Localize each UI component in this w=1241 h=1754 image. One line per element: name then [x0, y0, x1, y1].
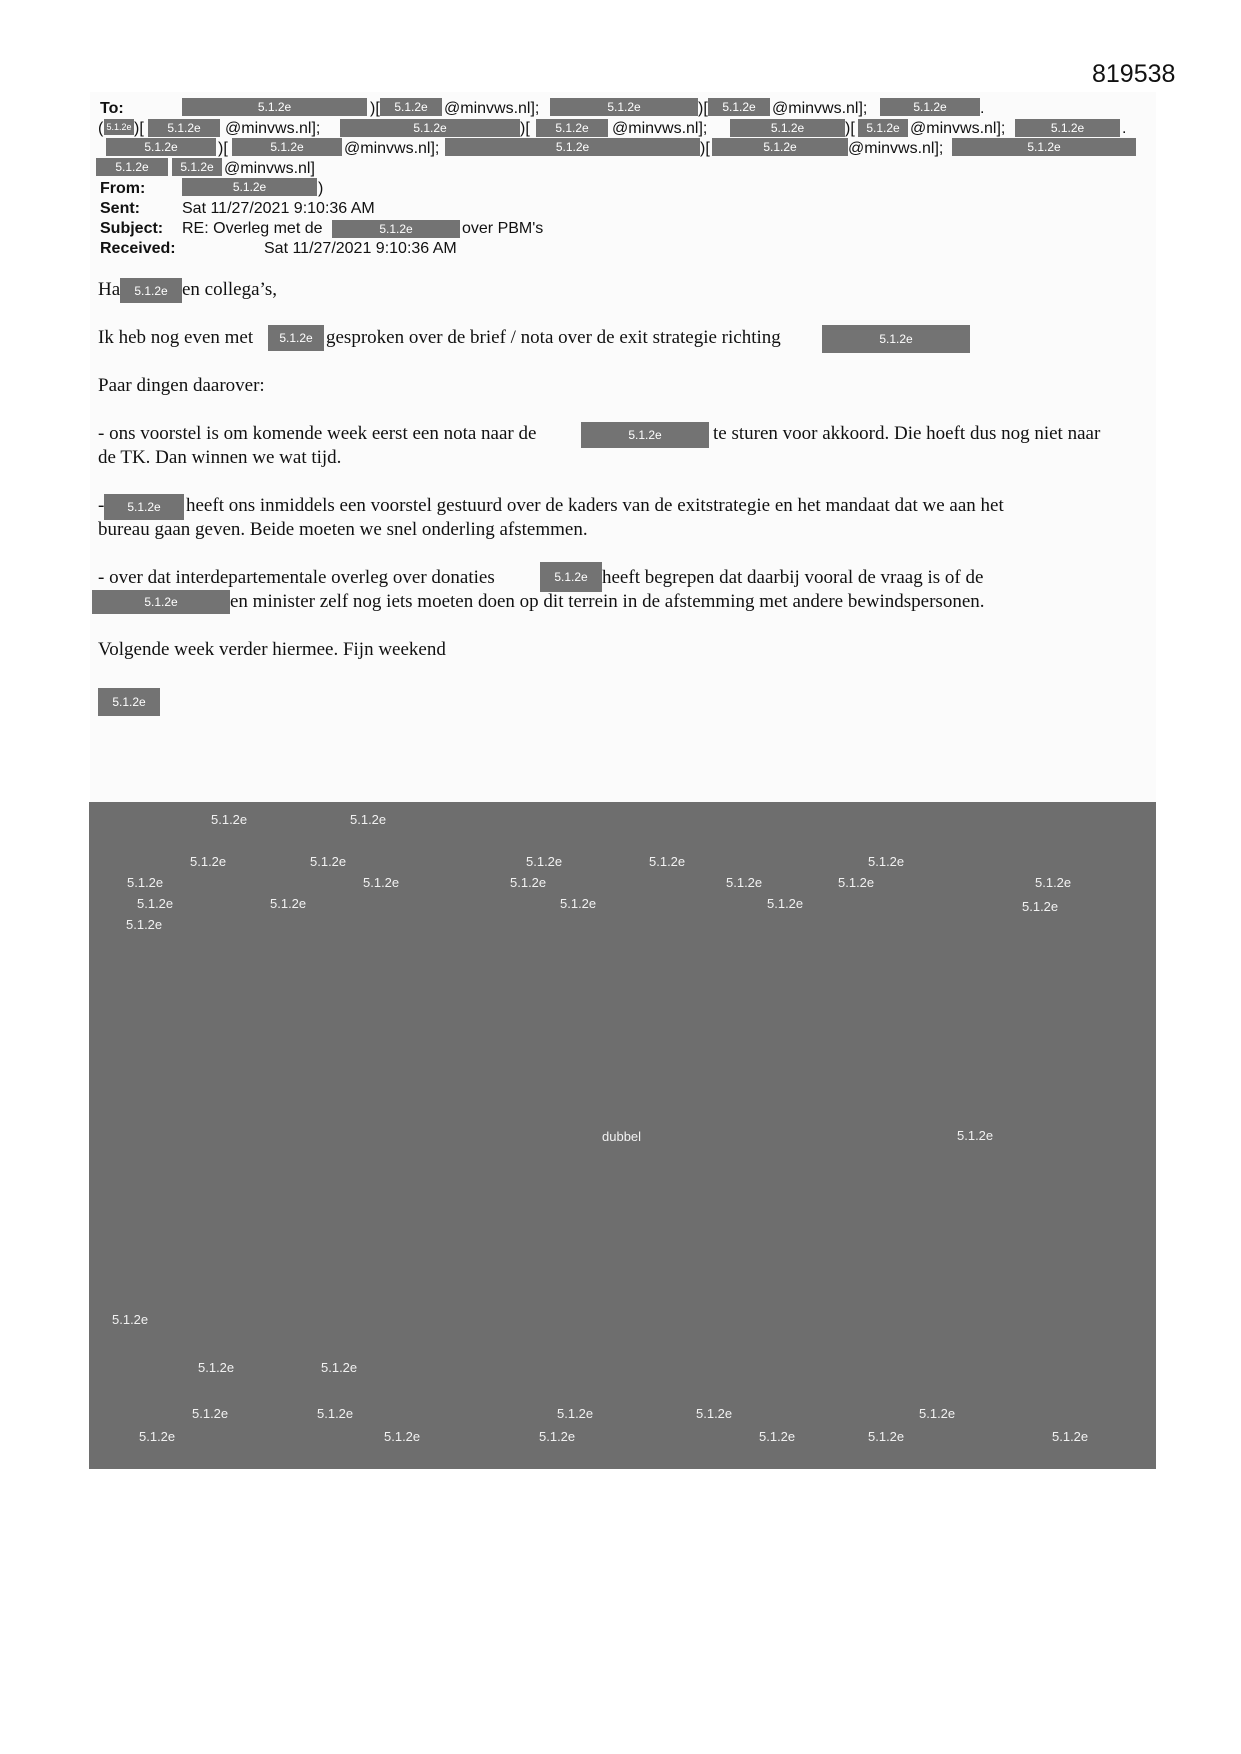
redaction: 5.1.2e	[880, 98, 980, 116]
redaction: 5.1.2e	[708, 98, 770, 116]
redaction: 5.1.2e	[822, 325, 970, 353]
redaction: 5.1.2e	[380, 98, 442, 116]
subject-prefix: RE: Overleg met de	[182, 220, 323, 237]
redaction: 5.1.2e	[581, 422, 709, 448]
redaction-label: 5.1.2e	[190, 854, 227, 869]
redaction-label: 5.1.2e	[767, 896, 804, 911]
subject-label: Subject:	[100, 220, 164, 237]
received-label: Received:	[100, 240, 176, 257]
closing-line: Volgende week verder hiermee. Fijn weekend	[98, 639, 446, 660]
redaction-label: 5.1.2e	[112, 1312, 149, 1327]
paragraph-2: Paar dingen daarover:	[98, 375, 265, 396]
redaction-label: 5.1.2e	[310, 854, 347, 869]
redaction: 5.1.2e	[540, 562, 602, 592]
redaction: 5.1.2e	[550, 98, 698, 116]
redaction-label: 5.1.2e	[539, 1429, 576, 1444]
redaction-center-label: dubbel	[602, 1129, 642, 1144]
redaction-label: 5.1.2e	[198, 1360, 235, 1375]
redaction-label: 5.1.2e	[317, 1406, 354, 1421]
redaction-label: 5.1.2e	[384, 1429, 421, 1444]
p5-suffix: heeft begrepen dat daarbij vooral de vraag is of de	[602, 567, 984, 588]
email-domain: @minvws.nl];	[848, 140, 944, 157]
received-value: Sat 11/27/2021 9:10:36 AM	[264, 240, 457, 257]
redaction: 5.1.2e	[148, 119, 220, 137]
p1-prefix: Ik heb nog even met	[98, 327, 254, 348]
redaction: 5.1.2e	[1015, 119, 1120, 137]
redaction: 5.1.2e	[712, 138, 848, 156]
redaction: 5.1.2e	[340, 119, 520, 137]
email-domain: @minvws.nl];	[444, 100, 540, 117]
redaction-label: 5.1.2e	[321, 1360, 358, 1375]
subject-suffix: over PBM's	[462, 220, 544, 237]
redaction: 5.1.2e	[104, 494, 184, 520]
redaction-label: 5.1.2e	[957, 1128, 994, 1143]
redaction-label: 5.1.2e	[350, 812, 387, 827]
email-domain: @minvws.nl];	[344, 140, 440, 157]
redaction-label: 5.1.2e	[1052, 1429, 1089, 1444]
redaction-label: 5.1.2e	[557, 1406, 594, 1421]
separator: )[	[700, 140, 710, 157]
redaction: 5.1.2e	[106, 138, 216, 156]
separator: )[	[520, 120, 530, 137]
redaction: 5.1.2e	[268, 325, 324, 351]
redaction-label: 5.1.2e	[510, 875, 547, 890]
p5-prefix: - over dat interdepartementale overleg over donaties	[98, 567, 495, 588]
p4-suffix: heeft ons inmiddels een voorstel gestuurd over de kaders van de exitstrategie en het mandaat dat we aan het	[186, 495, 1004, 516]
redaction: 5.1.2e	[232, 138, 342, 156]
redaction: 5.1.2e	[182, 98, 367, 116]
redaction-label: 5.1.2e	[838, 875, 875, 890]
redaction-label: 5.1.2e	[192, 1406, 229, 1421]
redaction-label: 5.1.2e	[1022, 899, 1059, 914]
sent-label: Sent:	[100, 200, 140, 217]
redaction: 5.1.2e	[858, 119, 908, 137]
redaction-label: 5.1.2e	[868, 854, 905, 869]
redaction-label: 5.1.2e	[127, 875, 164, 890]
redacted-block	[89, 802, 1156, 1469]
greeting-suffix: en collega’s,	[182, 279, 277, 300]
redaction-label: 5.1.2e	[363, 875, 400, 890]
redaction-label: 5.1.2e	[270, 896, 307, 911]
separator: )	[318, 180, 324, 197]
from-label: From:	[100, 180, 146, 197]
separator: )[	[845, 120, 855, 137]
redaction: 5.1.2e	[952, 138, 1136, 156]
p3-prefix: - ons voorstel is om komende week eerst een nota naar de	[98, 423, 537, 444]
redaction-label: 5.1.2e	[137, 896, 174, 911]
redaction-label: 5.1.2e	[1035, 875, 1072, 890]
document-id: 819538	[1092, 60, 1176, 88]
redaction: 5.1.2e	[104, 119, 134, 135]
redaction: 5.1.2e	[120, 278, 182, 303]
redaction-label: 5.1.2e	[526, 854, 563, 869]
separator: .	[1122, 120, 1127, 137]
redaction-label: 5.1.2e	[649, 854, 686, 869]
separator: )[	[134, 120, 144, 137]
redaction: 5.1.2e	[172, 158, 222, 176]
redaction: 5.1.2e	[182, 178, 317, 196]
email-domain: @minvws.nl];	[772, 100, 868, 117]
redaction: 5.1.2e	[445, 138, 700, 156]
redaction: 5.1.2e	[96, 158, 168, 176]
redaction-label: 5.1.2e	[919, 1406, 956, 1421]
redaction: 5.1.2e	[92, 590, 230, 614]
email-domain: @minvws.nl];	[225, 120, 321, 137]
p5-line2: en minister zelf nog iets moeten doen op dit terrein in de afstemming met andere bewindspersonen.	[230, 591, 985, 612]
email-domain: @minvws.nl];	[910, 120, 1006, 137]
p1-suffix: gesproken over de brief / nota over de exit strategie richting	[326, 327, 781, 348]
redaction-label: 5.1.2e	[759, 1429, 796, 1444]
sent-value: Sat 11/27/2021 9:10:36 AM	[182, 200, 375, 217]
separator: (	[98, 120, 104, 137]
redaction-label: 5.1.2e	[211, 812, 248, 827]
redaction: 5.1.2e	[332, 220, 460, 238]
email-page	[90, 92, 1156, 802]
email-domain: @minvws.nl]	[224, 160, 315, 177]
redaction: 5.1.2e	[536, 119, 608, 137]
redaction-label: 5.1.2e	[139, 1429, 176, 1444]
separator: )[	[370, 100, 380, 117]
signature-redaction: 5.1.2e	[98, 688, 160, 716]
separator: )[	[698, 100, 708, 117]
redaction: 5.1.2e	[730, 119, 845, 137]
p4-line2: bureau gaan geven. Beide moeten we snel onderling afstemmen.	[98, 519, 588, 540]
separator: )[	[218, 140, 228, 157]
greeting-prefix: Ha	[98, 279, 121, 300]
p4-prefix: -	[98, 495, 105, 516]
separator: .	[980, 100, 985, 117]
redaction-label: 5.1.2e	[696, 1406, 733, 1421]
p3-line2: de TK. Dan winnen we wat tijd.	[98, 447, 342, 468]
redaction-label: 5.1.2e	[126, 917, 163, 932]
redaction-label: 5.1.2e	[868, 1429, 905, 1444]
email-domain: @minvws.nl];	[612, 120, 708, 137]
to-label: To:	[100, 100, 124, 117]
p3-suffix: te sturen voor akkoord. Die hoeft dus nog niet naar	[713, 423, 1101, 444]
redaction-label: 5.1.2e	[560, 896, 597, 911]
redaction-label: 5.1.2e	[726, 875, 763, 890]
